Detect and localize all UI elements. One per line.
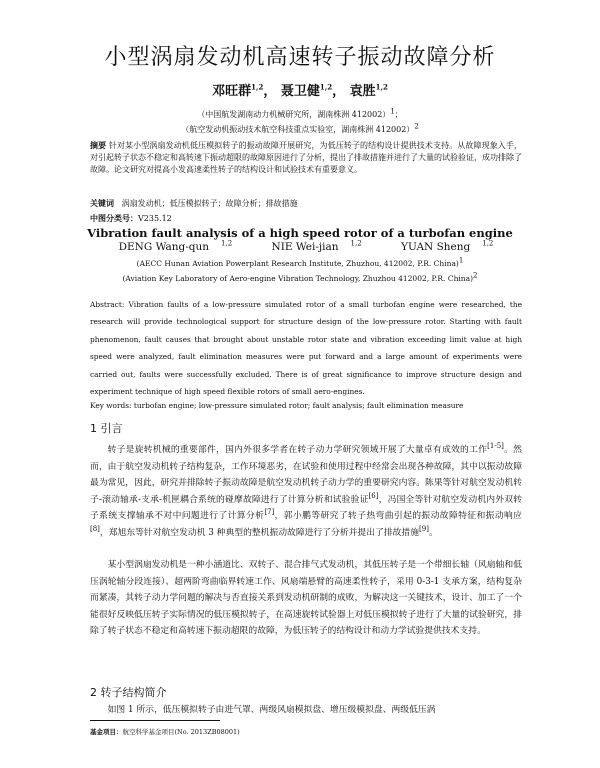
keywords-en-text: turbofan engine; low-pressure simulated rotor; fault analysis; fault elimination measure xyxy=(133,401,464,410)
introduction-paragraph-1 xyxy=(90,442,522,541)
author-affiliation-mark: 1,2 xyxy=(350,239,362,248)
keywords-en xyxy=(90,401,463,410)
author-affiliation-mark: 1,2 xyxy=(251,82,264,92)
citation-mark: [8] xyxy=(90,524,100,533)
affiliation-mark: 1 xyxy=(390,107,395,116)
paper-title-cn: 小型涡扇发动机高速转子振动故障分析 xyxy=(104,45,496,70)
affiliation-mark: 2 xyxy=(473,271,478,280)
affiliation-mark: 2 xyxy=(414,122,419,131)
author-affiliation-mark: 1,2 xyxy=(482,239,494,248)
affiliation-cn-2 xyxy=(0,124,600,135)
abstract-cn-label: 摘要 xyxy=(90,140,107,150)
text-run: 。然而，由于航空发动机转子结构复杂，工作环境恶劣，在试验和使用过程中经常会出现各种故障，其中以振动故障最为常见，因此，研究并排除转子振动故障是航空发动机转子动力学的重要研究内容。陈果等针对航空发动机转子-滚动轴承-支承-机匣耦合系统的碰摩故障进行了计算分析和试验验证 xyxy=(90,445,522,505)
affiliation-text: （航空发动机振动技术航空科技重点实验室，湖南株洲 412002） xyxy=(181,125,415,134)
text-run: 转子是旋转机械的重要部件，国内外很多学者在转子动力学研究领域开展了大量卓有成效的工作 xyxy=(107,445,488,455)
funding-text: 航空科学基金项目(No. 2013ZB08001) xyxy=(122,728,240,736)
author-name: 袁胜 xyxy=(349,84,376,99)
abstract-en-label: Abstract: xyxy=(90,300,125,309)
affiliation-cn-1: （中国航发湖南动力机械研究所，湖南株洲 412002）$^1$； xyxy=(197,107,403,119)
classification-code: V235.12 xyxy=(138,214,172,223)
text-run: ，郑旭东等针对航空发动机 3 种典型的整机振动故障进行了分析并提出了排故措施 xyxy=(99,527,420,538)
affiliation-text: (AECC Hunan Aviation Powerplant Research Institute, Zhuzhou, 412002, P.R. China) xyxy=(136,259,459,268)
citation-mark: [6] xyxy=(368,491,379,500)
section-heading-rotor-structure: 2 转子结构简介 xyxy=(90,686,167,699)
text-run: ，郭小鹏等研究了转子热弯曲引起的振动故障特征和振动响应 xyxy=(274,511,522,521)
author-affiliation-mark: 1,2 xyxy=(375,82,388,92)
section-heading-introduction: 1 引言 xyxy=(90,422,123,435)
affiliation-en-2 xyxy=(0,271,600,283)
classification-label: 中图分类号： xyxy=(90,213,138,223)
citation-mark: [7] xyxy=(264,508,275,517)
author-affiliation-mark: 1,2 xyxy=(319,82,333,92)
abstract-cn-text: 针对某小型涡扇发动机低压模拟转子的振动故障开展研究，为低压转子的结构设计提供技术支持。从故障现象入手，对引起转子状态不稳定和高转速下振动超限的故障原因进行了分析，提出了排故措施并进行了大量的试验验证，成功排除了故障。论文研究对提高小发高速柔性转子的结构设计和试验技术有重要意义。 xyxy=(90,141,523,174)
introduction-paragraph-2: 某小型涡扇发动机是一种小涵道比、双转子、混合排气式发动机，其低压转子是一个带细长轴（风扇轴和低压涡轮轴分段连接）、超两阶弯曲临界转速工作、风扇端悬臂的高速柔性转子，采用 0-3-1 支承方案，结构复杂而紧凑，其转子动力学问题的解决与否直接关系到发动机研制的成败，为解决这一关键技术，设计、加工了一个能很好反映低压转子实际情况的低压模拟转子，在高速旋转试验器上对低压模拟转子进行了大量的试验研究，排除了转子状态不稳定和高转速下振动超限的故障，为低压转子的结构设计和动力学试验提供技术支持。 xyxy=(90,560,522,636)
author-en-1 xyxy=(107,241,233,253)
abstract-en-text: Vibration faults of a low-pressure simulated rotor of a small turbofan engine were researched, the research will provide technological support for structure design of the low-pressure rotor. Starting with fault phenomenon, fault causes that brought about unstable rotor state and vibration exceeding limit value at high speed were analyzed, fault elimination measures were put forward and a large amount of experiments were carried out, faults were successfully excluded. There is of great significance to improve structure design and experiment technique of high speed flexible rotors of small aero-engines. xyxy=(90,300,522,397)
keywords-cn-text: 涡扇发动机；低压模拟转子；故障分析；排故措施 xyxy=(121,199,298,208)
author-name: DENG Wang-qun xyxy=(118,241,210,253)
author-en-2 xyxy=(260,241,362,253)
footnote-divider xyxy=(90,720,220,721)
authors-en xyxy=(0,241,600,253)
affiliation-text: (Aviation Key Laboratory of Aero-engine Vibration Technology, Zhuzhou 412002, P.R. China) xyxy=(122,274,474,283)
funding-label: 基金项目： xyxy=(90,728,123,736)
abstract-cn xyxy=(90,139,522,176)
affiliation-en-1 xyxy=(0,256,600,268)
affiliation-text: （中国航发湖南动力机械研究所，湖南株洲 412002） xyxy=(197,110,391,119)
author-name: 聂卫健 xyxy=(280,84,320,99)
affiliation-mark: 1 xyxy=(458,256,464,265)
authors-cn: 邓旺群$^{1,2}$， 聂卫健$^{1,2}$， 袁胜$^{1,2}$ xyxy=(212,82,388,99)
author-en-3 xyxy=(389,241,493,253)
rotor-structure-paragraph-1: 如图 1 所示，低压模拟转子由进气罩、两级风扇模拟盘、增压级模拟盘、两级低压涡 xyxy=(107,705,436,715)
keywords-cn xyxy=(90,198,298,209)
text-run: ，冯国全等针对航空发动机内外双转子系统支撑轴承不对中问题进行了计算分析 xyxy=(90,494,522,521)
author-affiliation-mark: 1,2 xyxy=(221,239,233,248)
keywords-en-label: Key words: xyxy=(90,401,132,410)
text-run: 。 xyxy=(428,527,438,538)
abstract-en xyxy=(90,296,522,400)
paper-title-en: Vibration fault analysis of a high speed rotor of a turbofan engine xyxy=(87,226,513,240)
keywords-cn-label: 关键词 xyxy=(90,198,114,208)
funding-footnote xyxy=(90,727,240,736)
citation-mark: [9] xyxy=(419,524,429,533)
author-name: 邓旺群 xyxy=(212,84,252,99)
author-name: YUAN Sheng xyxy=(401,241,471,253)
classification-cn xyxy=(90,213,172,224)
author-name: NIE Wei-jian xyxy=(271,241,339,253)
citation-mark: [1-5] xyxy=(487,442,504,451)
